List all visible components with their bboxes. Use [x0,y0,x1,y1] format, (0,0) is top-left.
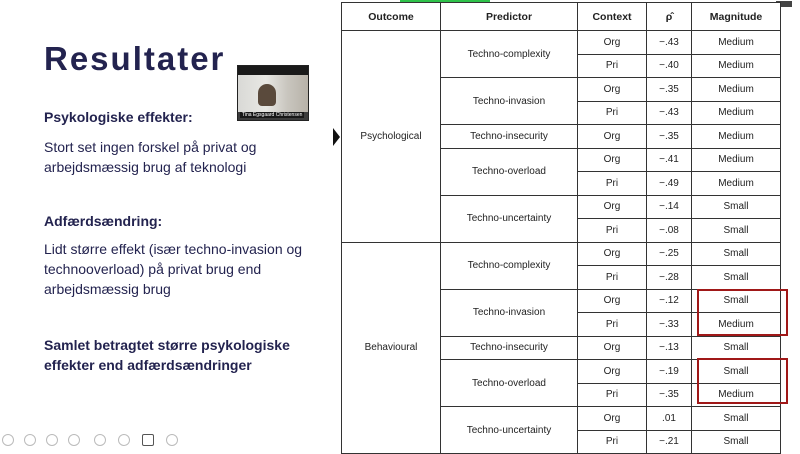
rho-cell: −.41 [647,148,692,172]
magnitude-cell-highlighted: Small [692,360,781,384]
more-icon[interactable] [166,434,178,446]
rho-cell: −.25 [647,242,692,266]
context-cell: Org [578,360,647,384]
conclusion-heading [44,335,290,375]
col-header-outcome: Outcome [342,3,441,31]
text-line: arbejdsmæssig brug [44,281,171,297]
magnitude-cell: Small [692,219,781,243]
predictor-cell: Techno-overload [441,360,578,407]
context-cell: Org [578,195,647,219]
rho-cell: −.35 [647,383,692,407]
rho-cell: −.08 [647,219,692,243]
table-row [342,242,781,266]
magnitude-cell: Small [692,266,781,290]
magnitude-cell: Small [692,195,781,219]
context-cell: Pri [578,101,647,125]
context-cell: Org [578,125,647,149]
text-line: arbejdsmæssig brug af teknologi [44,159,247,175]
predictor-cell: Techno-invasion [441,289,578,336]
pointer-icon[interactable] [68,434,80,446]
text-behaviour [44,239,324,299]
rho-cell: −.21 [647,430,692,454]
text-line: technooverload) på privat brug end [44,261,262,277]
magnitude-cell: Medium [692,148,781,172]
rho-cell: −.13 [647,336,692,360]
subtitles-icon[interactable] [118,434,130,446]
slide-text-panel [0,0,335,450]
participant-figure [258,84,276,106]
magnitude-cell: Medium [692,125,781,149]
highlight-box-invasion [697,289,788,336]
magnitude-cell: Medium [692,172,781,196]
magnitude-cell: Small [692,430,781,454]
participant-name: Tina Egsgaard Christensen [242,112,303,118]
magnitude-cell-highlighted: Small [692,289,781,313]
predictor-cell: Techno-complexity [441,31,578,78]
rho-cell: −.19 [647,360,692,384]
presentation-toolbar [0,432,200,450]
outcome-cell: Psychological [342,31,441,243]
context-cell: Pri [578,172,647,196]
conclusion-line: effekter end adfærdsændringer [44,357,252,373]
predictor-cell: Techno-overload [441,148,578,195]
rho-cell: .01 [647,407,692,431]
magnitude-cell: Small [692,407,781,431]
rho-cell: −.40 [647,54,692,78]
magnitude-cell: Medium [692,78,781,102]
rho-cell: −.35 [647,125,692,149]
col-header-predictor: Predictor [441,3,578,31]
heading-behaviour: Adfærdsændring: [44,213,163,229]
conclusion-line: Samlet betragtet større psykologiske [44,337,290,353]
predictor-cell: Techno-insecurity [441,125,578,149]
predictor-cell: Techno-uncertainty [441,195,578,242]
context-cell: Org [578,78,647,102]
context-cell: Pri [578,54,647,78]
context-cell: Org [578,148,647,172]
prev-icon[interactable] [2,434,14,446]
text-line: Lidt større effekt (især techno-invasion og [44,241,303,257]
predictor-cell: Techno-insecurity [441,336,578,360]
predictor-cell: Techno-complexity [441,242,578,289]
col-header-rho: ρ̂ [647,3,692,31]
context-cell: Pri [578,219,647,243]
magnitude-cell: Small [692,242,781,266]
rho-cell: −.12 [647,289,692,313]
rho-cell: −.43 [647,31,692,55]
col-header-magnitude: Magnitude [692,3,781,31]
predictor-cell: Techno-uncertainty [441,407,578,454]
context-cell: Org [578,336,647,360]
context-cell: Pri [578,266,647,290]
context-cell: Org [578,31,647,55]
heading-psychological: Psykologiske effekter: [44,109,193,125]
magnitude-cell: Medium [692,54,781,78]
magnitude-cell-highlighted: Medium [692,383,781,407]
magnitude-cell: Medium [692,31,781,55]
rho-cell: −.35 [647,78,692,102]
context-cell: Org [578,242,647,266]
table-row [342,31,781,55]
context-cell: Pri [578,313,647,337]
rho-cell: −.49 [647,172,692,196]
context-cell: Org [578,289,647,313]
rho-cell: −.43 [647,101,692,125]
next-icon[interactable] [24,434,36,446]
pen-icon[interactable] [46,434,58,446]
context-cell: Pri [578,383,647,407]
highlight-box-overload [697,358,788,404]
rho-cell: −.28 [647,266,692,290]
video-toolbar [238,66,308,75]
outcome-cell: Behavioural [342,242,441,454]
camera-icon[interactable] [142,434,154,446]
slide-title: Resultater [44,40,226,77]
magnitude-cell: Medium [692,101,781,125]
predictor-cell: Techno-invasion [441,78,578,125]
magnitude-cell-highlighted: Medium [692,313,781,337]
slide-nav-arrow-icon[interactable] [333,128,340,146]
text-line: Stort set ingen forskel på privat og [44,139,257,155]
participant-video-thumbnail[interactable] [237,65,309,121]
rho-cell: −.14 [647,195,692,219]
col-header-context: Context [578,3,647,31]
rho-cell: −.33 [647,313,692,337]
zoom-icon[interactable] [94,434,106,446]
table-header-row [342,3,781,31]
text-psychological [44,137,324,177]
context-cell: Pri [578,430,647,454]
magnitude-cell: Small [692,336,781,360]
context-cell: Org [578,407,647,431]
